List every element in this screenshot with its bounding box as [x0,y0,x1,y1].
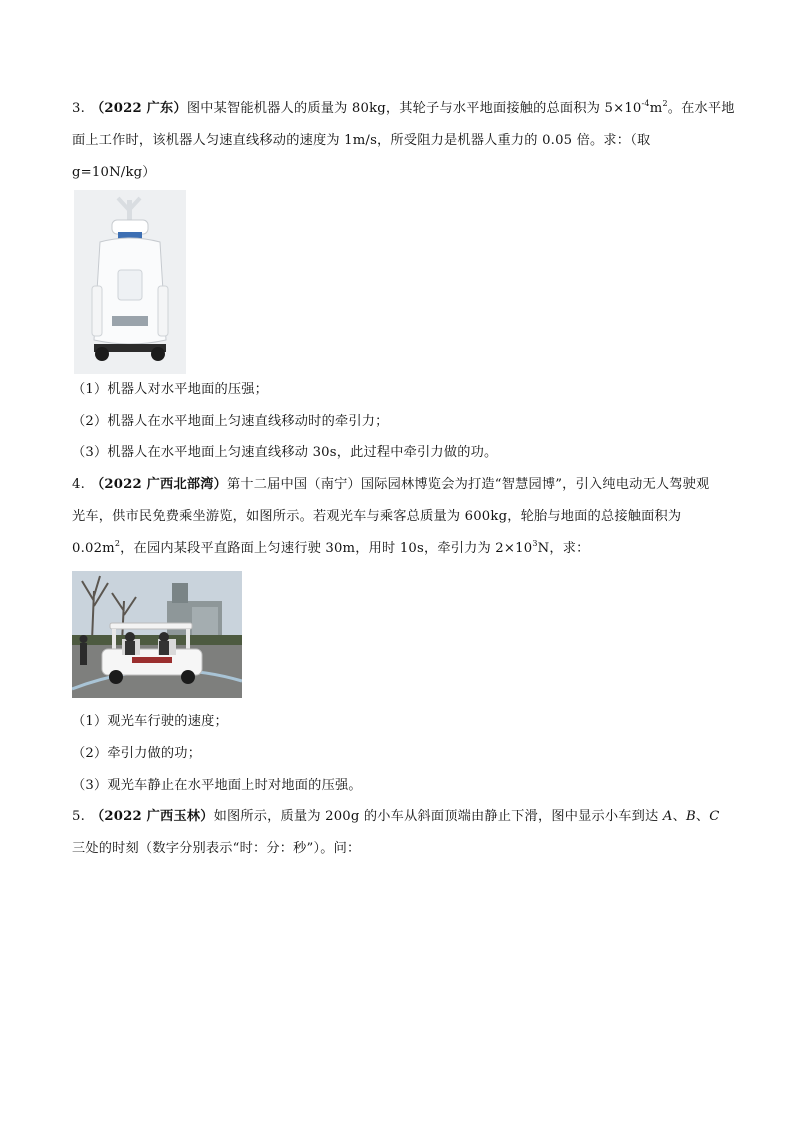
q5-point-a: A [662,809,673,824]
q4-exp-3b: 3 [532,538,538,548]
q5-point-c: C [709,809,720,824]
q3-number: 3. [72,101,85,116]
q4-item-3: （3）观光车静止在水平地面上时对地面的压强。 [72,778,362,793]
q4-exp-3a: 2 [114,538,121,548]
q4-line-1 [72,475,709,495]
q3-line-1 [72,99,735,119]
q3-item-1: （1）机器人对水平地面的压强； [72,382,269,397]
q4-text-1: 第十二届中国（南宁）国际园林博览会为打造“智慧园博”，引入纯电动无人驾驶观 [227,477,710,492]
q5-number: 5. [72,809,85,824]
q4-line-2: 光车，供市民免费乘坐游览，如图所示。若观光车与乘客总质量为 600kg，轮胎与地面的总接触面积为 [72,509,682,524]
q4-number: 4. [72,477,85,492]
q5-text-1: 如图所示，质量为 200g 的小车从斜面顶端由静止下滑，图中显示小车到达 [213,809,663,824]
q3-item-3: （3）机器人在水平地面上匀速直线移动 30s，此过程中牵引力做的功。 [72,445,498,460]
q3-item-2: （2）机器人在水平地面上匀速直线移动时的牵引力； [72,414,389,429]
q3-text-1-tail: 。在水平地 [667,101,735,116]
q3-line-3: g=10N/kg） [72,165,156,180]
q5-sep-1: 、 [672,809,686,824]
q4-text-3b: ，在园内某段平直路面上匀速行驶 30m，用时 10s，牵引力为 2×10 [120,541,533,556]
cart-illustration [72,571,242,698]
q4-line-3 [72,539,590,559]
q5-source: （2022 广西玉林） [90,809,214,824]
q5-sep-2: 、 [695,809,710,824]
q3-unit-1: m [649,101,663,116]
q5-line-2: 三处的时刻（数字分别表示“时：分：秒”）。问： [72,841,361,856]
q4-text-3c: N，求： [537,541,590,556]
q5-line-1 [72,807,720,827]
sightseeing-cart-image [72,571,242,698]
q3-line-2: 面上工作时，该机器人匀速直线移动的速度为 1m/s，所受阻力是机器人重力的 0.05 倍。求：（取 [72,133,651,148]
q3-text-1: 图中某智能机器人的质量为 80kg，其轮子与水平地面接触的总面积为 5×10 [186,101,642,116]
q4-item-2: （2）牵引力做的功； [72,746,202,761]
q4-text-3a: 0.02m [72,541,115,556]
robot-image [74,190,186,374]
q4-item-1: （1）观光车行驶的速度； [72,714,228,729]
q3-source: （2022 广东） [90,101,187,116]
q3-exp-1: -4 [641,98,650,108]
q5-point-b: B [685,809,696,824]
q4-source: （2022 广西北部湾） [90,477,227,492]
robot-illustration [74,190,186,374]
q3-unit-exp: 2 [662,98,668,108]
